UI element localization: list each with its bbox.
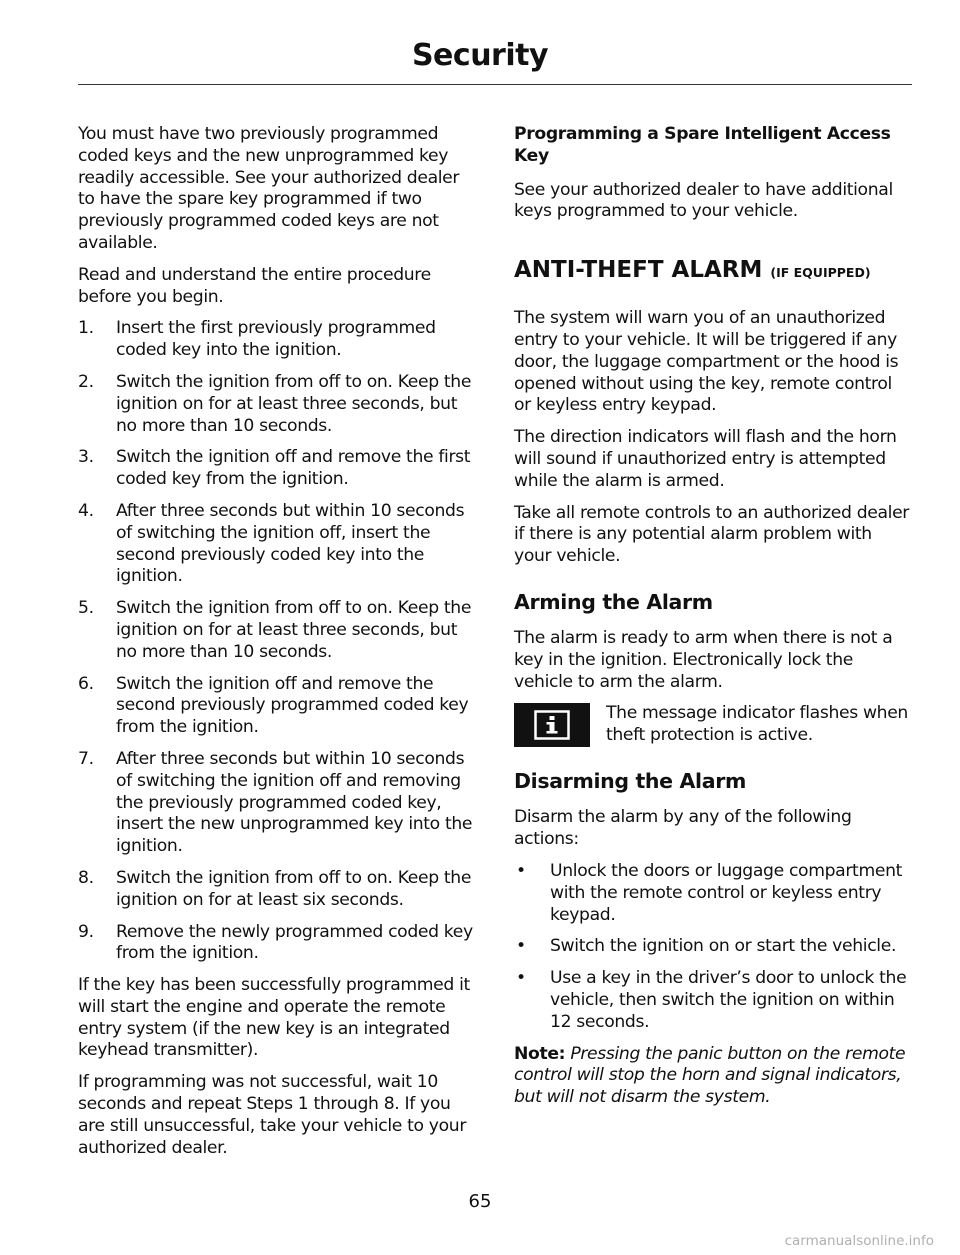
- spare-key-heading: Programming a Spare Intelligent Access Key: [514, 124, 891, 166]
- step-item: [78, 501, 474, 588]
- bullet-mark: •: [516, 860, 526, 881]
- header-divider: [78, 84, 912, 85]
- step-item: [78, 372, 474, 437]
- message-indicator-row: [514, 703, 910, 747]
- info-icon: [514, 703, 590, 747]
- bullet-text: Use a key in the driver’s door to unlock the vehicle, then switch the ignition on within 12 seconds.: [550, 968, 907, 1032]
- step-text: After three seconds but within 10 seconds of switching the ignition off, insert the second previously coded key into the ignition.: [116, 500, 465, 587]
- list-item: [514, 968, 910, 1033]
- step-text: After three seconds but within 10 seconds of switching the ignition off and removing the previously programmed coded key, insert the new unprogrammed key into the ignition.: [116, 748, 473, 857]
- step-text: Switch the ignition from off to on. Keep the ignition on for at least six seconds.: [116, 867, 472, 910]
- step-item: [78, 447, 474, 491]
- bullet-mark: •: [516, 936, 526, 957]
- disarm-actions-list: [514, 861, 910, 1034]
- alarm-paragraph-2: The direction indicators will flash and the horn will sound if unauthorized entry is attempted while the alarm is armed.: [514, 427, 897, 491]
- bullet-mark: •: [516, 968, 526, 989]
- step-number: 8.: [78, 867, 94, 888]
- watermark: carmanualsonline.info: [784, 1233, 934, 1249]
- step-text: Remove the newly programmed coded key from the ignition.: [116, 921, 473, 964]
- anti-theft-heading: [514, 257, 910, 286]
- page-title: Security: [411, 38, 549, 73]
- step-item: [78, 749, 474, 858]
- step-item: [78, 598, 474, 663]
- right-column: [514, 124, 910, 1119]
- step-text: Switch the ignition from off to on. Keep the ignition on for at least three seconds, but no more than 10 seconds.: [116, 598, 472, 662]
- step-item: [78, 922, 474, 966]
- message-indicator-text: The message indicator flashes when theft protection is active.: [606, 703, 908, 746]
- note-text: Pressing the panic button on the remote control will stop the horn and signal indicators, but will not disarm the system.: [514, 1043, 906, 1108]
- left-column: [78, 124, 474, 1169]
- step-number: 9.: [78, 921, 94, 942]
- step-item: [78, 868, 474, 912]
- step-item: [78, 318, 474, 362]
- step-number: 2.: [78, 371, 94, 392]
- anti-theft-heading-suffix: (IF EQUIPPED): [770, 265, 871, 281]
- step-number: 5.: [78, 598, 94, 619]
- step-number: 7.: [78, 748, 94, 769]
- anti-theft-heading-text: ANTI-THEFT ALARM: [514, 257, 763, 284]
- bullet-text: Switch the ignition on or start the vehicle.: [550, 936, 897, 957]
- arming-paragraph: The alarm is ready to arm when there is not a key in the ignition. Electronically lock the vehicle to arm the alarm.: [514, 627, 893, 692]
- step-number: 3.: [78, 447, 94, 468]
- list-item: [514, 936, 910, 958]
- step-item: [78, 674, 474, 739]
- arming-heading: Arming the Alarm: [514, 589, 713, 614]
- read-first-paragraph: Read and understand the entire procedure before you begin.: [78, 264, 431, 307]
- step-text: Switch the ignition off and remove the second previously programmed coded key from the ignition.: [116, 673, 469, 738]
- step-number: 1.: [78, 318, 94, 339]
- alarm-paragraph-3: Take all remote controls to an authorized dealer if there is any potential alarm problem with your vehicle.: [514, 502, 910, 567]
- bullet-text: Unlock the doors or luggage compartment with the remote control or keyless entry keypad.: [550, 860, 902, 925]
- disarming-paragraph: Disarm the alarm by any of the following actions:: [514, 807, 852, 850]
- failure-paragraph: If programming was not successful, wait 10 seconds and repeat Steps 1 through 8. If you are still unsuccessful, take your vehicle to your authorized dealer.: [78, 1072, 467, 1158]
- alarm-paragraph-1: The system will warn you of an unauthorized entry to your vehicle. It will be triggered if any door, the luggage compartment or the hood is opened without using the key, remote control or keyless entry keypad.: [514, 308, 899, 416]
- spare-key-paragraph: See your authorized dealer to have additional keys programmed to your vehicle.: [514, 179, 893, 222]
- step-text: Switch the ignition from off to on. Keep the ignition on for at least three seconds, but no more than 10 seconds.: [116, 371, 472, 436]
- note-label: Note:: [514, 1043, 566, 1064]
- step-text: Insert the first previously programmed coded key into the ignition.: [116, 318, 436, 361]
- page-number: 65: [468, 1191, 492, 1212]
- step-number: 4.: [78, 500, 94, 521]
- note-paragraph: [514, 1044, 910, 1109]
- steps-list: [78, 318, 474, 965]
- disarming-heading: Disarming the Alarm: [514, 769, 746, 794]
- step-text: Switch the ignition off and remove the first coded key from the ignition.: [116, 447, 471, 490]
- success-paragraph: If the key has been successfully programmed it will start the engine and operate the remote entry system (if the new key is an integrated keyhead transmitter).: [78, 975, 470, 1061]
- list-item: [514, 861, 910, 926]
- intro-paragraph: You must have two previously programmed coded keys and the new unprogrammed key readily accessible. See your authorized dealer to have the spare key programmed if two previously programmed coded keys are not available.: [78, 124, 460, 253]
- step-number: 6.: [78, 673, 94, 694]
